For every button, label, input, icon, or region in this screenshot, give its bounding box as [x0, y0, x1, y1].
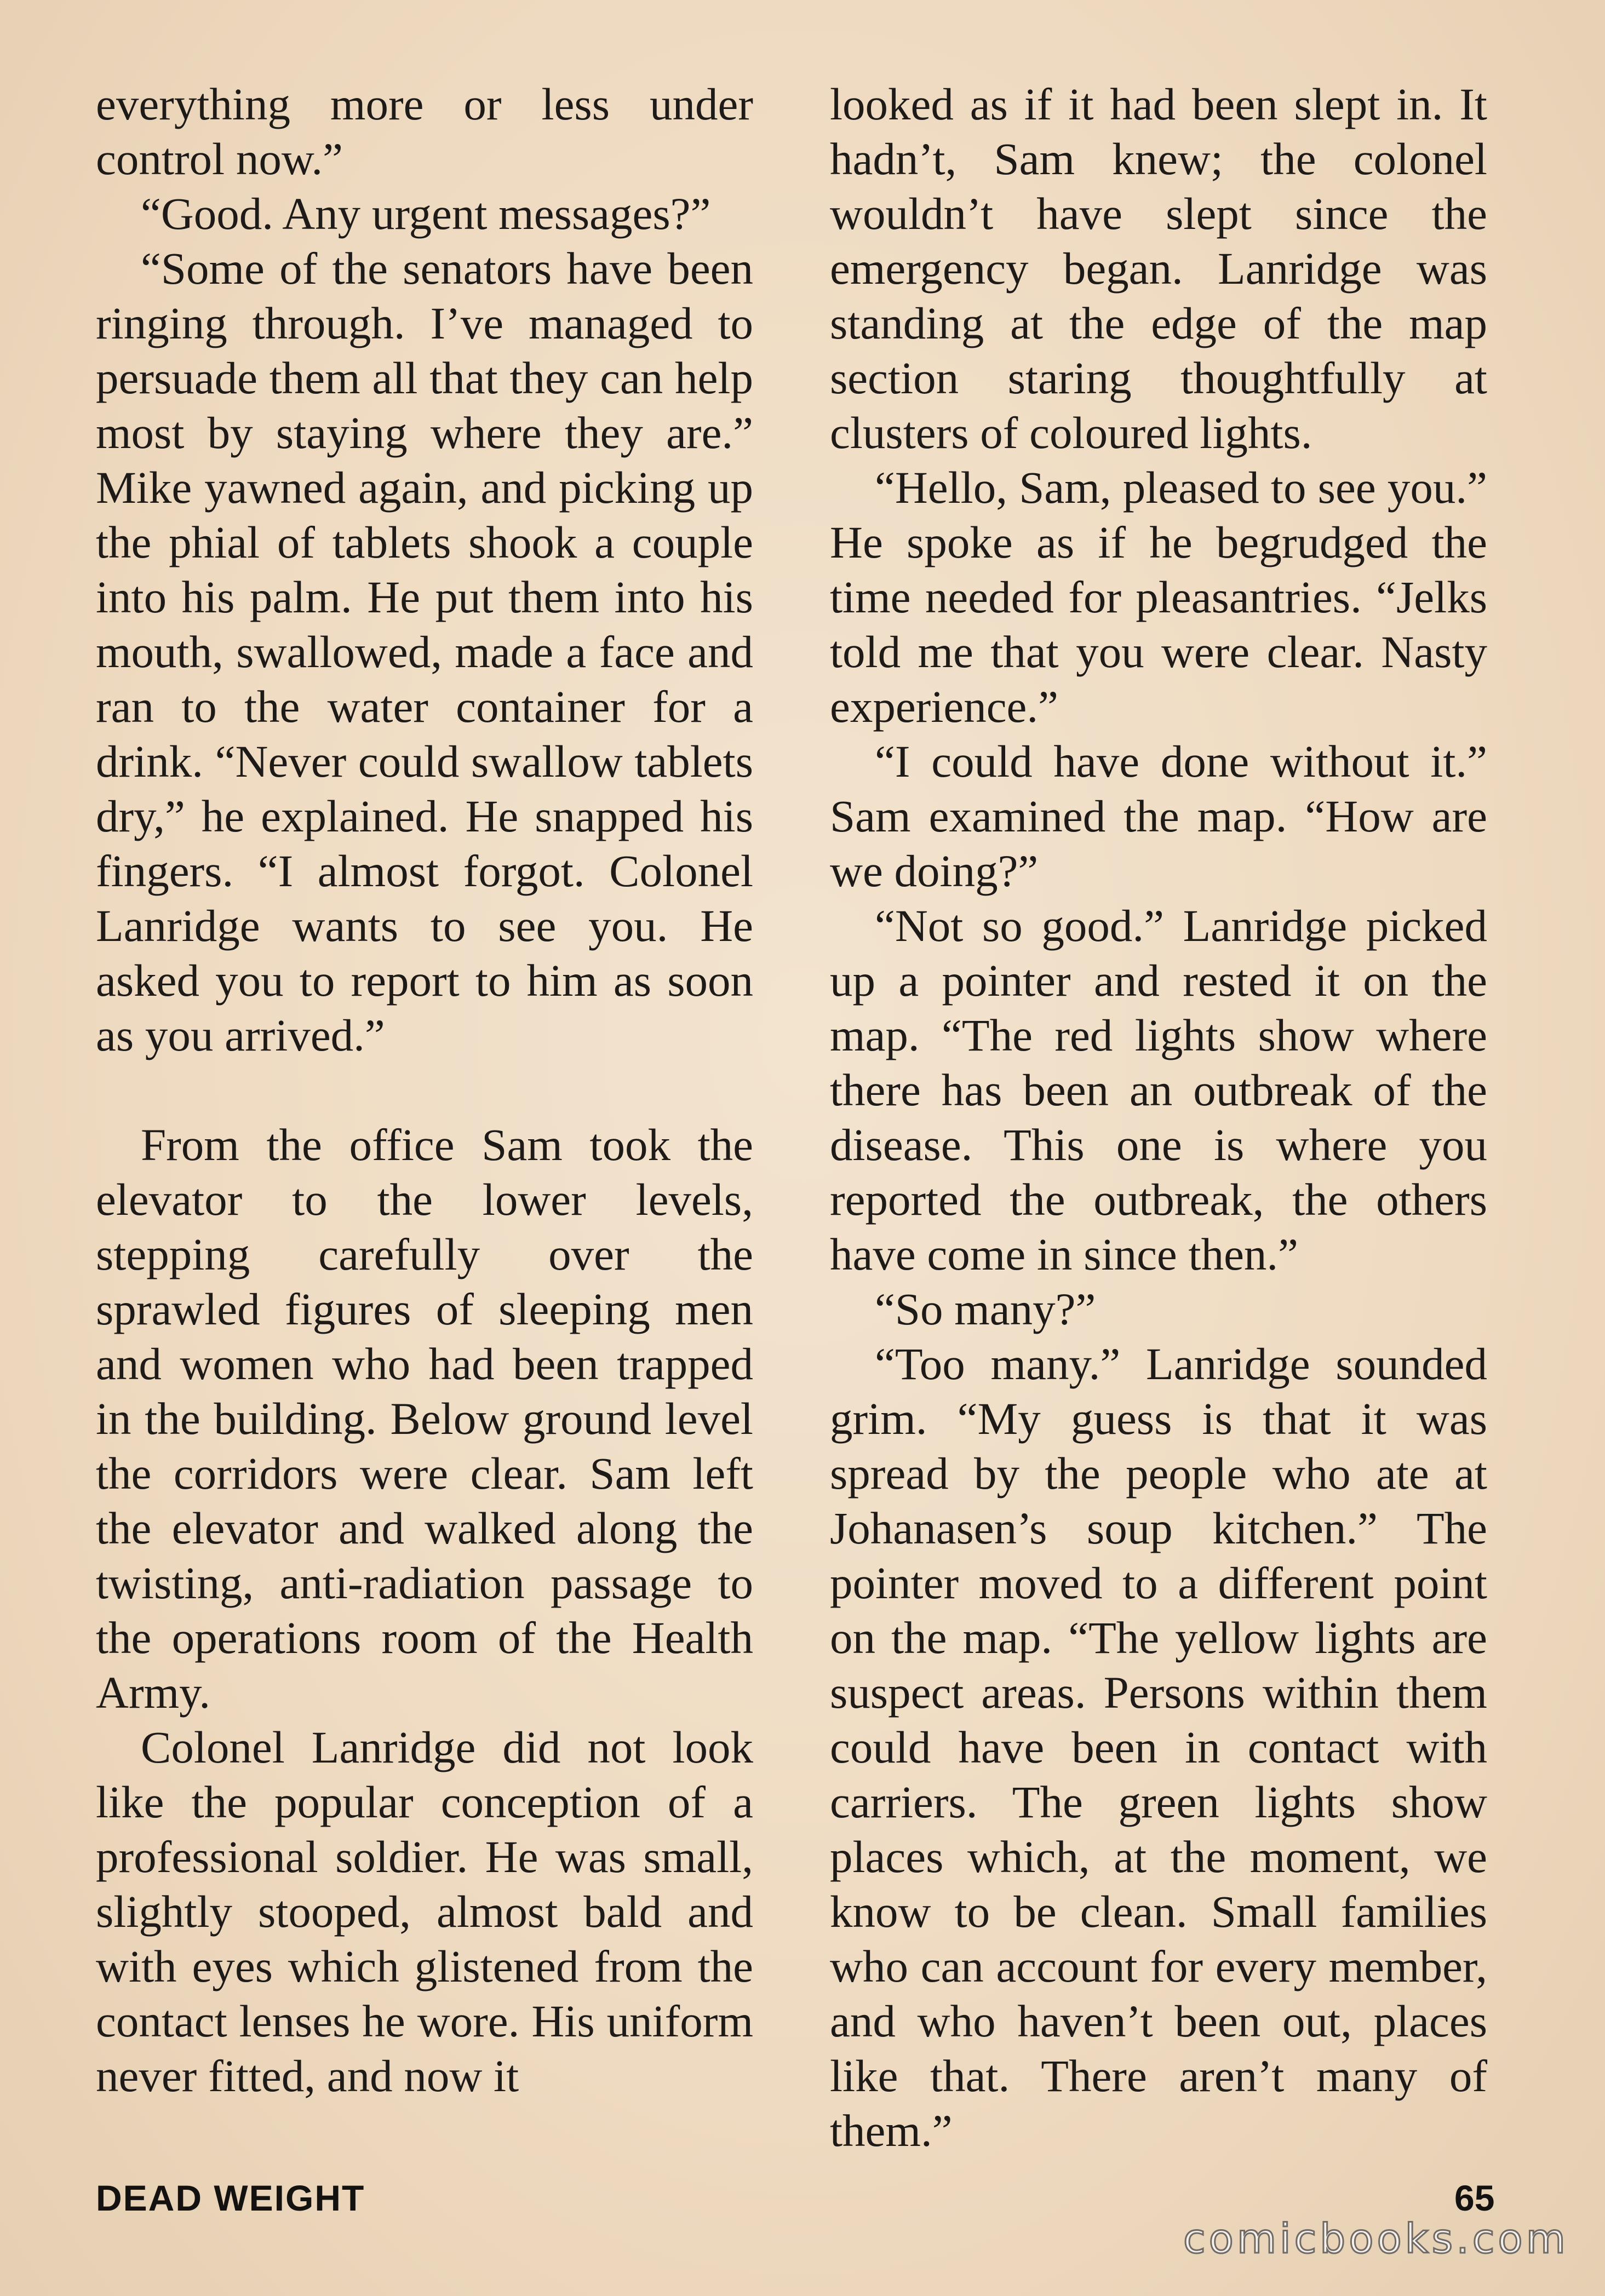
paragraph: From the office Sam took the elevator to the lower levels, stepping carefully over the sprawled figures of sleeping men and women who had been trapped in the building. Below ground level the corridors were clear. Sam left the elevator and walked along the twisting, anti-radiation passage to the operations room of the Health Army. — [96, 1120, 753, 1718]
paragraph: “Some of the senators have been ringing through. I’ve managed to persuade them all that they can help most by staying where they are.” Mike yawned again, and picking up the phial of tablets shook a couple into his palm. He put them into his mouth, swallowed, made a face and ran to the water container for a drink. “Never could swallow tablets dry,” he explained. He snapped his fingers. “I almost forgot. Colonel Lanridge wants to see you. He asked you to report to him as soon as you arrived.” — [96, 243, 753, 1060]
site-watermark: comicbooks.com — [1183, 2215, 1569, 2263]
running-footer-title: DEAD WEIGHT — [96, 2178, 365, 2218]
paragraph: Colonel Lanridge did not look like the popular conception of a professional soldier. He was small, slightly stooped, almost bald and with eyes which glistened from the contact lenses he wore. His uniform never fitted, and now it — [96, 1722, 753, 2101]
page-number: 65 — [1454, 2178, 1495, 2218]
paragraph: “Good. Any urgent messages?” — [141, 188, 711, 239]
paragraph: “Too many.” Lanridge sounded grim. “My guess is that it was spread by the people who ate at Johanasen’s soup kitchen.” The pointer moved to a different point on the map. “The yellow lights are suspect areas. Persons within them could have been in contact with carriers. The green lights show places which, at the moment, we know to be clean. Small families who can account for every member, and who haven’t been out, places like that. There aren’t many of them.” — [830, 1339, 1487, 2156]
right-text-column — [830, 77, 1487, 2158]
paragraph: “So many?” — [875, 1284, 1096, 1334]
paragraph: everything more or less under control now.” — [96, 79, 753, 184]
paragraph: “Hello, Sam, pleased to see you.” He spoke as if he begrudged the time needed for pleasantries. “Jelks told me that you were clear. Nasty experience.” — [830, 462, 1487, 732]
paragraph: “I could have done without it.” Sam examined the map. “How are we doing?” — [830, 736, 1487, 896]
paragraph: “Not so good.” Lanridge picked up a pointer and rested it on the map. “The red lights show where there has been an outbreak of the disease. This one is where you reported the outbreak, the others have come in since then.” — [830, 900, 1487, 1279]
left-text-column — [96, 77, 753, 2103]
paragraph: looked as if it had been slept in. It hadn’t, Sam knew; the colonel wouldn’t have slept since the emergency began. Lanridge was standing at the edge of the map section staring thoughtfully at clusters of coloured lights. — [830, 79, 1487, 458]
